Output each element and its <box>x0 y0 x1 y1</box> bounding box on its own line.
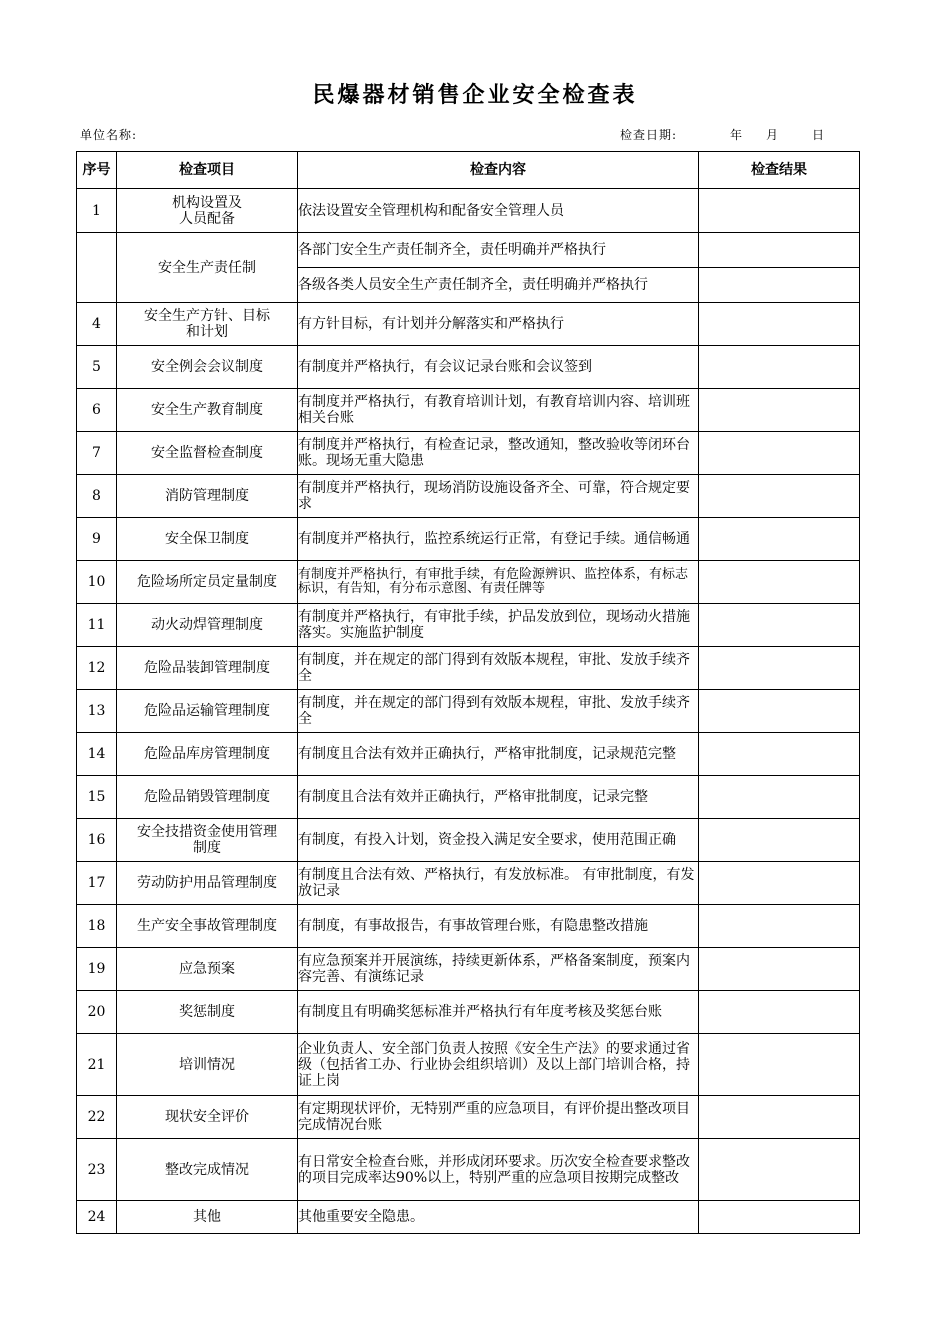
table-row <box>77 819 860 862</box>
row-no: 7 <box>77 432 117 475</box>
date-year: 年 <box>730 128 744 142</box>
row-result-cell[interactable] <box>699 991 860 1034</box>
row-result-cell[interactable] <box>699 389 860 432</box>
unit-name-label: 单位名称: <box>80 128 138 142</box>
table-row <box>77 389 860 432</box>
row-content: 有制度并严格执行，有审批手续，护品发放到位，现场动火措施落实。实施监护制度 <box>298 604 699 647</box>
row-no: 20 <box>77 991 117 1034</box>
row-content: 有制度且合法有效并正确执行，严格审批制度，记录完整 <box>298 776 699 819</box>
row-item: 现状安全评价 <box>117 1096 298 1139</box>
row-no: 13 <box>77 690 117 733</box>
row-no: 18 <box>77 905 117 948</box>
row-no: 9 <box>77 518 117 561</box>
row-content: 企业负责人、安全部门负责人按照《安全生产法》的要求通过省级（包括省工办、行业协会组织培训）及以上部门培训合格，持证上岗 <box>298 1034 699 1096</box>
row-result-cell[interactable] <box>699 1139 860 1201</box>
header-result: 检查结果 <box>699 152 860 189</box>
inspection-table <box>76 151 860 1234</box>
table-row <box>77 948 860 991</box>
table-row <box>77 991 860 1034</box>
row-result-cell[interactable] <box>699 346 860 389</box>
table-row <box>77 733 860 776</box>
row-result-cell[interactable] <box>699 690 860 733</box>
row-result-cell[interactable] <box>699 268 860 303</box>
row-item: 危险品库房管理制度 <box>117 733 298 776</box>
table-row <box>77 518 860 561</box>
row-result-cell[interactable] <box>699 518 860 561</box>
row-result-cell[interactable] <box>699 1201 860 1234</box>
row-result-cell[interactable] <box>699 233 860 268</box>
row-result-cell[interactable] <box>699 819 860 862</box>
page-title: 民爆器材销售企业安全检查表 <box>312 83 638 108</box>
row-result-cell[interactable] <box>699 432 860 475</box>
row-item: 消防管理制度 <box>117 475 298 518</box>
row-result-cell[interactable] <box>699 647 860 690</box>
row-result-cell[interactable] <box>699 733 860 776</box>
row-item: 安全保卫制度 <box>117 518 298 561</box>
table-row <box>77 1201 860 1234</box>
table-row <box>77 647 860 690</box>
row-content: 依法设置安全管理机构和配备安全管理人员 <box>298 189 699 233</box>
row-no: 22 <box>77 1096 117 1139</box>
row-no: 12 <box>77 647 117 690</box>
row-item: 生产安全事故管理制度 <box>117 905 298 948</box>
table-row <box>77 189 860 233</box>
table-row <box>77 1034 860 1096</box>
row-no: 10 <box>77 561 117 604</box>
row-content: 有日常安全检查台账，并形成闭环要求。历次安全检查要求整改的项目完成率达90%以上，特别严重的应急项目按期完成整改 <box>298 1139 699 1201</box>
row-no: 14 <box>77 733 117 776</box>
row-item: 其他 <box>117 1201 298 1234</box>
row-result-cell[interactable] <box>699 948 860 991</box>
row-content: 有制度并严格执行，监控系统运行正常，有登记手续。通信畅通 <box>298 518 699 561</box>
row-no <box>77 233 117 303</box>
row-no: 17 <box>77 862 117 905</box>
check-date <box>620 126 825 143</box>
row-content: 有制度并严格执行，现场消防设施设备齐全、可靠，符合规定要求 <box>298 475 699 518</box>
row-result-cell[interactable] <box>699 475 860 518</box>
row-content: 各部门安全生产责任制齐全，责任明确并严格执行 <box>298 233 699 268</box>
row-item: 应急预案 <box>117 948 298 991</box>
table-row <box>77 690 860 733</box>
table-row <box>77 561 860 604</box>
row-item: 安全生产教育制度 <box>117 389 298 432</box>
row-result-cell[interactable] <box>699 1096 860 1139</box>
row-item: 危险品装卸管理制度 <box>117 647 298 690</box>
row-item: 安全生产责任制 <box>117 233 298 303</box>
row-content: 有应急预案并开展演练，持续更新体系，严格备案制度，预案内容完善、有演练记录 <box>298 948 699 991</box>
table-row <box>77 303 860 346</box>
row-result-cell[interactable] <box>699 561 860 604</box>
row-item: 安全技措资金使用管理 制度 <box>117 819 298 862</box>
row-item: 危险品运输管理制度 <box>117 690 298 733</box>
table-row <box>77 432 860 475</box>
row-item: 劳动防护用品管理制度 <box>117 862 298 905</box>
header-content: 检查内容 <box>298 152 699 189</box>
row-no: 21 <box>77 1034 117 1096</box>
row-item: 培训情况 <box>117 1034 298 1096</box>
row-no: 6 <box>77 389 117 432</box>
row-content: 有定期现状评价，无特别严重的应急项目，有评价提出整改项目完成情况台账 <box>298 1096 699 1139</box>
row-content: 有制度，有事故报告，有事故管理台账，有隐患整改措施 <box>298 905 699 948</box>
row-content: 其他重要安全隐患。 <box>298 1201 699 1234</box>
table-header-row <box>77 152 860 189</box>
row-content: 有制度并严格执行，有教育培训计划，有教育培训内容、培训班相关台账 <box>298 389 699 432</box>
row-content: 有制度，有投入计划，资金投入满足安全要求，使用范围正确 <box>298 819 699 862</box>
table-row <box>77 346 860 389</box>
row-item: 整改完成情况 <box>117 1139 298 1201</box>
row-content: 有制度，并在规定的部门得到有效版本规程，审批、发放手续齐全 <box>298 690 699 733</box>
row-result-cell[interactable] <box>699 189 860 233</box>
table-row <box>77 862 860 905</box>
row-result-cell[interactable] <box>699 604 860 647</box>
header-no: 序号 <box>77 152 117 189</box>
row-content: 各级各类人员安全生产责任制齐全，责任明确并严格执行 <box>298 268 699 303</box>
row-item: 动火动焊管理制度 <box>117 604 298 647</box>
row-content: 有制度且有明确奖惩标准并严格执行有年度考核及奖惩台账 <box>298 991 699 1034</box>
row-content: 有制度并严格执行，有检查记录，整改通知，整改验收等闭环台账。现场无重大隐患 <box>298 432 699 475</box>
row-item: 安全例会会议制度 <box>117 346 298 389</box>
row-content: 有制度，并在规定的部门得到有效版本规程，审批、发放手续齐全 <box>298 647 699 690</box>
date-month: 月 <box>766 128 780 142</box>
table-row <box>77 776 860 819</box>
table-row <box>77 905 860 948</box>
row-result-cell[interactable] <box>699 303 860 346</box>
row-no: 16 <box>77 819 117 862</box>
table-row <box>77 1139 860 1201</box>
row-no: 4 <box>77 303 117 346</box>
row-result-cell[interactable] <box>699 776 860 819</box>
row-no: 11 <box>77 604 117 647</box>
row-result-cell[interactable] <box>699 862 860 905</box>
header-item: 检查项目 <box>117 152 298 189</box>
row-result-cell[interactable] <box>699 1034 860 1096</box>
row-content: 有制度且合法有效、严格执行，有发放标准。 有审批制度，有发放记录 <box>298 862 699 905</box>
row-item: 危险品销毁管理制度 <box>117 776 298 819</box>
row-no: 1 <box>77 189 117 233</box>
row-item: 安全生产方针、目标 和计划 <box>117 303 298 346</box>
row-no: 24 <box>77 1201 117 1234</box>
row-no: 19 <box>77 948 117 991</box>
row-no: 23 <box>77 1139 117 1201</box>
row-item: 安全监督检查制度 <box>117 432 298 475</box>
row-no: 8 <box>77 475 117 518</box>
row-content: 有方针目标，有计划并分解落实和严格执行 <box>298 303 699 346</box>
check-date-label: 检查日期: <box>620 128 678 142</box>
row-result-cell[interactable] <box>699 905 860 948</box>
row-item: 机构设置及 人员配备 <box>117 189 298 233</box>
table-row <box>77 604 860 647</box>
table-row <box>77 475 860 518</box>
row-no: 5 <box>77 346 117 389</box>
row-content: 有制度并严格执行，有审批手续，有危险源辨识、监控体系，有标志标识，有告知，有分布示意图、有责任牌等 <box>298 561 699 604</box>
row-no: 15 <box>77 776 117 819</box>
row-item: 奖惩制度 <box>117 991 298 1034</box>
date-day: 日 <box>812 128 826 142</box>
table-row <box>77 1096 860 1139</box>
row-content: 有制度并严格执行，有会议记录台账和会议签到 <box>298 346 699 389</box>
row-content: 有制度且合法有效并正确执行，严格审批制度，记录规范完整 <box>298 733 699 776</box>
table-row <box>77 233 860 268</box>
row-item: 危险场所定员定量制度 <box>117 561 298 604</box>
